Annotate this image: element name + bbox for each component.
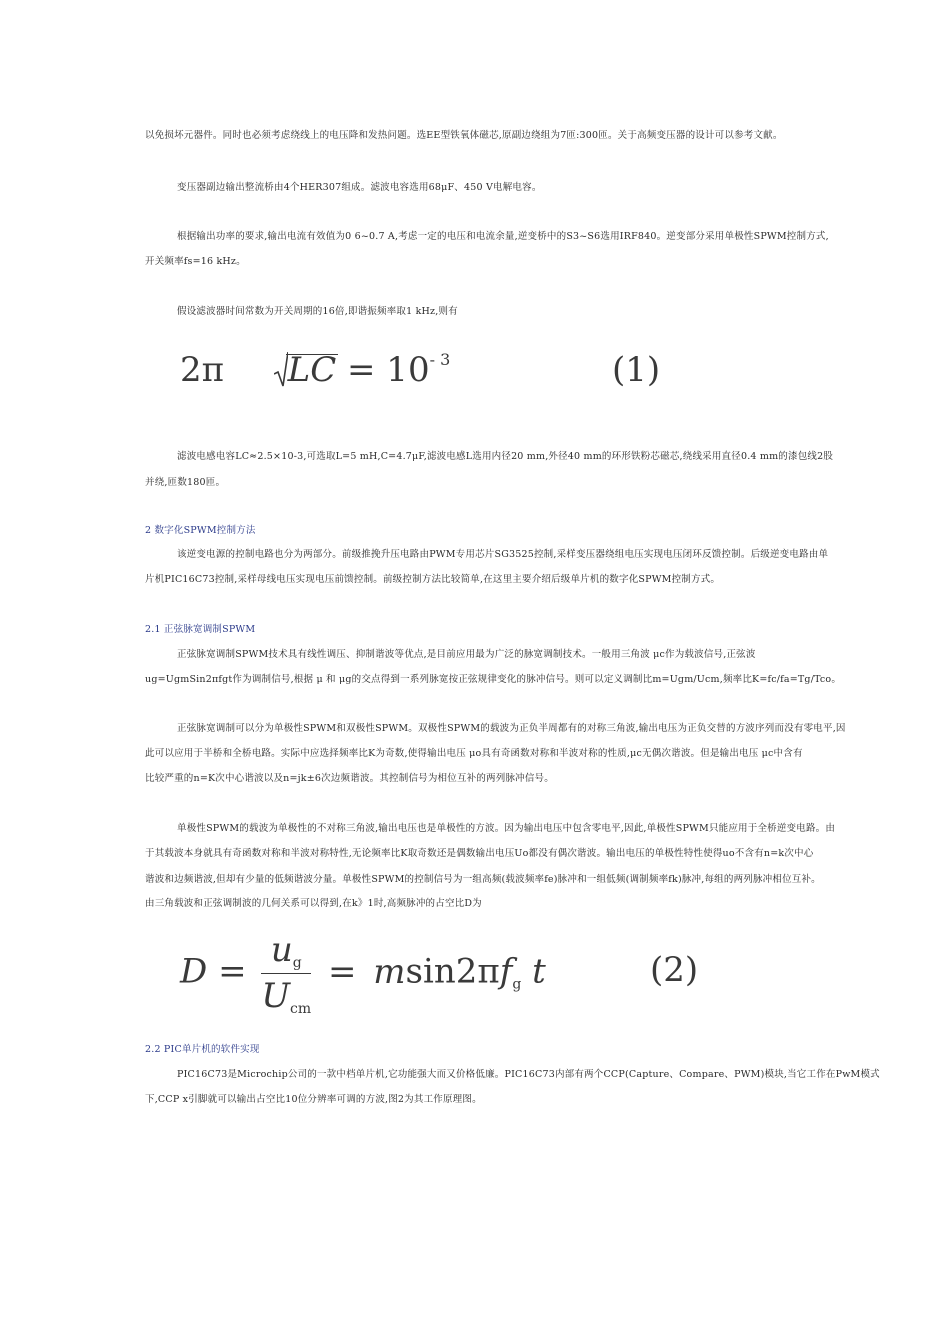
equation-2-equals: = <box>327 951 357 992</box>
paragraph-output-current-line2: 开关频率fs=16 kHz。 <box>145 256 246 267</box>
equation-1-radicand: LC <box>287 350 337 390</box>
paragraph-filter-assumption: 假设滤波器时间常数为开关周期的16倍,即谐振频率取1 kHz,则有 <box>177 306 458 317</box>
sqrt-symbol-icon <box>274 352 288 388</box>
equation-2 <box>180 930 546 1017</box>
paragraph-unipolar-line2: 于其载波本身就具有奇函数对称和半波对称特性,无论频率比K取奇数还是偶数输出电压Uo都没有偶次谐波。输出电压的单极性特性使得uo不含有n=k次中心 <box>145 848 814 859</box>
equation-2-t: t <box>532 951 546 992</box>
paragraph-bipolar-line3: 比较严重的n=K次中心谐波以及n=jk±6次边频谐波。其控制信号为相位互补的两列脉冲信号。 <box>145 773 554 784</box>
paragraph-transformer-note: 以免损坏元器件。同时也必须考虑绕线上的电压降和发热问题。选EE型铁氧体磁芯,原副边绕组为7匝:300匝。关于高频变压器的设计可以参考文献。 <box>145 130 783 141</box>
paragraph-lc-values-line1: 滤波电感电容LC≈2.5×10-3,可选取L=5 mH,C=4.7μF,滤波电感L选用内径20 mm,外径40 mm的环形铁粉芯磁芯,绕线采用直径0.4 mm的漆包线2股 <box>177 451 834 462</box>
paragraph-unipolar-line4: 由三角载波和正弦调制波的几何关系可以得到,在k》1时,高频脉冲的占空比D为 <box>145 898 482 909</box>
paragraph-bipolar-line1: 正弦脉宽调制可以分为单极性SPWM和双极性SPWM。双极性SPWM的载波为正负半周都有的对称三角波,输出电压为正负交替的方波序列而没有零电平,因 <box>177 723 846 734</box>
paragraph-lc-values-line2: 并绕,匝数180匝。 <box>145 477 226 488</box>
paragraph-spwm-intro-line2: ug=UgmSin2πfgt作为调制信号,根据 μ 和 μg的交点得到一系列脉宽按正弦规律变化的脉冲信号。则可以定义调制比m=Ugm/Ucm,频率比K=fc/fa=Tg/Tco。 <box>145 674 842 685</box>
section-heading-spwm: 2.1 正弦脉宽调制SPWM <box>145 624 256 635</box>
equation-1-rhs: = 10 <box>347 350 430 390</box>
equation-2-f: f <box>499 951 513 992</box>
equation-2-numerator-sub: g <box>292 955 302 971</box>
equation-2-sin: sin2π <box>405 951 500 992</box>
equation-2-f-sub: g <box>512 976 522 993</box>
equation-2-denominator-sub: cm <box>290 1001 312 1017</box>
section-heading-pic-software: 2.2 PIC单片机的软件实现 <box>145 1044 260 1055</box>
paragraph-pic16c73-line1: PIC16C73是Microchip公司的一款中档单片机,它功能强大而又价格低廉。PIC16C73内部有两个CCP(Capture、Compare、PWM)模块,当它工作在PwM模式 <box>177 1069 880 1080</box>
equation-1 <box>180 350 450 390</box>
equation-1-number: (1) <box>612 350 661 390</box>
equation-2-fraction <box>261 930 311 1017</box>
paragraph-control-circuit-line2: 片机PIC16C73控制,采样母线电压实现电压前馈控制。前级控制方法比较简单,在这里主要介绍后级单片机的数字化SPWM控制方式。 <box>145 574 721 585</box>
paragraph-control-circuit-line1: 该逆变电源的控制电路也分为两部分。前级推挽升压电路由PWM专用芯片SG3525控制,采样变压器绕组电压实现电压闭环反馈控制。后级逆变电路由单 <box>177 549 829 560</box>
equation-1-sqrt <box>276 350 337 390</box>
equation-2-number: (2) <box>650 950 699 990</box>
equation-2-lhs: D = <box>180 951 247 992</box>
paragraph-rectifier: 变压器副边输出整流桥由4个HER307组成。滤波电容选用68μF、450 V电解电容。 <box>177 182 542 193</box>
paragraph-pic16c73-line2: 下,CCP x引脚就可以输出占空比10位分辨率可调的方波,图2为其工作原理图。 <box>145 1094 482 1105</box>
equation-1-lhs: 2π <box>180 350 224 390</box>
paragraph-output-current-line1: 根据输出功率的要求,输出电流有效值为0 6~0.7 A,考虑一定的电压和电流余量,逆变桥中的S3~S6选用IRF840。逆变部分采用单极性SPWM控制方式, <box>177 231 829 242</box>
paragraph-bipolar-line2: 此可以应用于半桥和全桥电路。实际中应选择频率比K为奇数,使得输出电压 μo具有奇函数对称和半波对称的性质,μc无偶次谐波。但是输出电压 μc中含有 <box>145 748 803 759</box>
paragraph-unipolar-line1: 单极性SPWM的载波为单极性的不对称三角波,输出电压也是单极性的方波。因为输出电压中包含零电平,因此,单极性SPWM只能应用于全桥逆变电路。由 <box>177 823 836 834</box>
equation-1-exponent: - 3 <box>429 350 451 369</box>
section-heading-digital-spwm: 2 数字化SPWM控制方法 <box>145 525 256 536</box>
paragraph-unipolar-line3: 谐波和边频谐波,但却有少量的低频谐波分量。单极性SPWM的控制信号为一组高频(载波频率fe)脉冲和一组低频(调制频率fk)脉冲,每组的两列脉冲相位互补。 <box>145 874 821 885</box>
equation-2-numerator: u <box>270 930 293 970</box>
equation-2-denominator: U <box>261 976 291 1016</box>
paragraph-spwm-intro-line1: 正弦脉宽调制SPWM技术具有线性调压、抑制谐波等优点,是目前应用最为广泛的脉宽调制技术。一般用三角波 μc作为载波信号,正弦波 <box>177 649 756 660</box>
equation-2-m: m <box>373 951 406 992</box>
